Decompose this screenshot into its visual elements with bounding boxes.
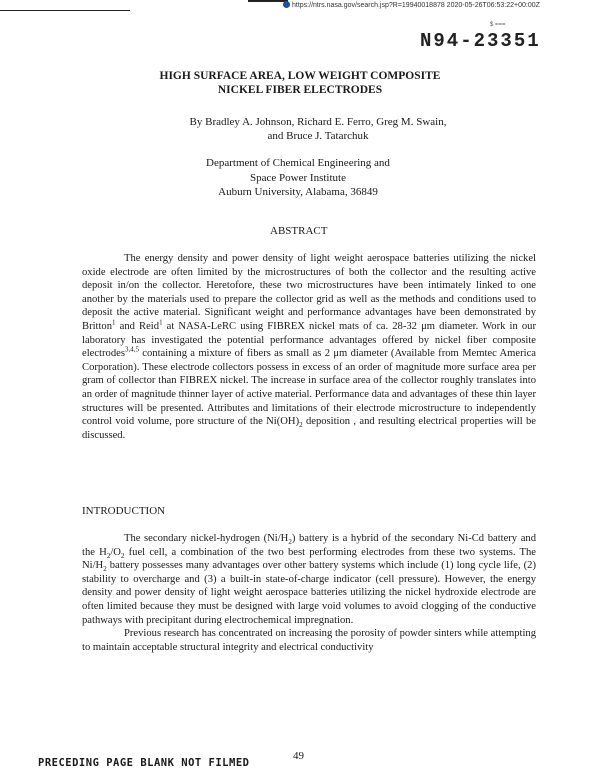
intro-text: ) battery is a hybrid of the secondary Ni-Cd battery and the H — [82, 533, 536, 558]
introduction-body — [82, 532, 536, 654]
abstract-text: and Reid — [115, 320, 160, 332]
doc-number-annotation: $ === — [490, 22, 506, 28]
affiliation-line-2: Space Power Institute — [250, 171, 346, 184]
preceding-page-stamp: PRECEDING PAGE BLANK NOT FILMED — [38, 757, 250, 769]
url-stamp[interactable] — [283, 1, 540, 9]
abstract-text: The energy density and power density of light weight aerospace batteries utilizing the nickel oxide electrode are often limited by the microstructures of both the collector and the resulting active deposit in/on the collector. Heretofore, these two microstructures have been intimately linked to one another by the materials used to prepare the collector grid as well as the methods and conditions used to deposit the active material. Significant weight and performance advantages have been demonstrated by Britton — [82, 253, 536, 332]
abstract-text: containing a mixture of fibers as small as 2 μm diameter (Available from Memtec America Corporation). These electrode collectors possess in excess of an order of magnitude more surface area per gram of collector than FIBREX nickel. The increase in surface area of the collector roughly translates into an order of magnitude thinner layer of active material. Performance data and advantages of these thin layer structures will be presented. Attributes and limitations of their electrode microstructure to independently control void volume, pore structure of the Ni(OH) — [82, 348, 536, 428]
introduction-heading: INTRODUCTION — [82, 505, 166, 517]
affiliation-line-1: Department of Chemical Engineering and — [206, 157, 390, 169]
intro-text: fuel cell, a combination of the two best performing electrodes from these two systems. The Ni/H — [82, 546, 536, 572]
intro-text: /O — [110, 546, 121, 558]
title-line-2: NICKEL FIBER ELECTRODES — [217, 84, 383, 96]
affiliation-line-3: Auburn University, Alabama, 36849 — [218, 186, 378, 198]
authors-line-1: By Bradley A. Johnson, Richard E. Ferro, Greg M. Swain, — [189, 116, 447, 128]
abstract-text: at NASA-LeRC using FIBREX nickel mats of ca. 28-32 μm diameter. Work in our laboratory has investigated the potential performance advantages offered by nickel fiber composite electrodes — [82, 320, 536, 360]
abstract-text: deposition , and resulting electrical properties will be discussed. — [82, 416, 536, 441]
top-rule-left — [0, 10, 130, 11]
top-rule-mark — [248, 0, 288, 2]
subscript: 2 — [299, 421, 303, 430]
subscript: 2 — [120, 551, 125, 560]
authors-line-2: and Bruce J. Tatarchuk — [267, 130, 369, 142]
page-number: 49 — [293, 750, 304, 762]
subscript: 2 — [103, 565, 107, 574]
intro-paragraph-1 — [82, 532, 536, 627]
nasa-logo-icon — [283, 1, 290, 8]
ref-superscript: 1 — [112, 318, 116, 327]
authors — [118, 115, 518, 143]
intro-paragraph-2: Previous research has concentrated on increasing the porosity of powder sinters while attempting to maintain acceptable structural integrity and electrical conductivity — [82, 628, 536, 653]
title-line-1: HIGH SURFACE AREA, LOW WEIGHT COMPOSITE — [159, 70, 441, 82]
abstract-body — [82, 252, 536, 442]
subscript: 2 — [288, 538, 292, 547]
intro-text: battery possesses many advantages over other battery systems which include (1) long cycle life, (2) stability to overcharge and (3) a built-in state-of-charge indicator (cell pressure). However, the energy density and power density of light weight aerospace batteries utilizing the nickel hydroxide electrode are often limited because they must be designed with large void volumes to avoid clogging of the conductive pathways with precipitant during electrochemical impregnation. — [82, 560, 536, 626]
url-stamp-text: https://ntrs.nasa.gov/search.jsp?R=19940018878 2020-05-26T06:53:22+00:00Z — [292, 2, 540, 9]
paper-title — [100, 69, 500, 97]
intro-text: The secondary nickel-hydrogen (Ni/H — [124, 533, 289, 544]
ref-superscript: 3,4,5 — [124, 345, 139, 354]
ref-superscript: 1 — [159, 318, 163, 327]
subscript: 2 — [106, 551, 111, 560]
abstract-heading: ABSTRACT — [270, 225, 328, 237]
affiliation — [138, 156, 458, 200]
doc-number: N94-23351 — [420, 30, 541, 52]
